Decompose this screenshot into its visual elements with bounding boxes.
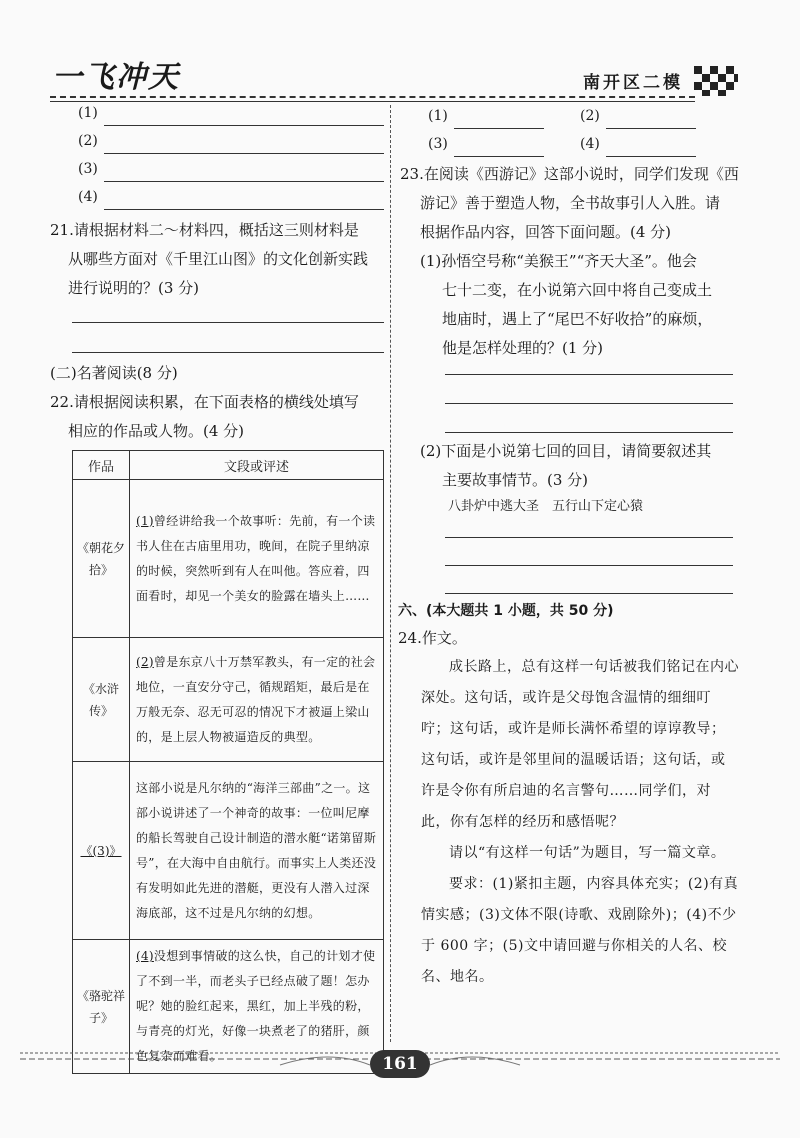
section-heading-6: 六、(本大题共 1 小题，共 50 分) — [398, 603, 614, 619]
table-row — [73, 638, 384, 762]
table-row — [73, 762, 384, 940]
question-23: 23.在阅读《西游记》这部小说时，同学们发现《西 游记》善于塑造人物，全书故事引人入胜。请 根据作品内容，回答下面问题。(4 分) (1)孙悟空号称“美猴王”“齐天大圣”。他会 七十二变，在小说第六回中将自己变成土 地庙时，遇上了“尾巴不好收拾”的麻烦， 他是怎样处理的？(1 分) — [400, 165, 739, 357]
answer-line[interactable] — [445, 403, 733, 404]
question-21: 21.请根据材料二～材料四，概括这三则材料是 从哪些方面对《千里江山图》的文化创新实践 进行说明的？(3 分) — [50, 221, 369, 297]
question-23-part-2: (2)下面是小说第七回的回目，请简要叙述其 主要故事情节。(3 分) — [420, 442, 712, 489]
header-rule — [50, 101, 695, 102]
answer-line[interactable] — [606, 128, 696, 129]
table-row — [73, 480, 384, 638]
works-table — [72, 450, 384, 1074]
answer-line[interactable] — [72, 322, 384, 323]
work-text: (4)没想到事情破的这么快，自己的计划才使了不到一半，而老头子已经点破了题！怎办呢？她的脸红起来，黑红，加上半残的粉，与青亮的灯光，好像一块煮老了的猪肝，颜色复杂而难看。 — [130, 940, 384, 1074]
answer-line[interactable] — [104, 181, 384, 182]
answer-line[interactable] — [104, 125, 384, 126]
blank-mark[interactable]: (1) — [136, 513, 154, 528]
blank-label: (4) — [580, 136, 600, 152]
work-text: (1)曾经讲给我一个故事听：先前，有一个读书人住在古庙里用功，晚间，在院子里纳凉的时候，突然听到有人在叫他。答应着，四面看时，却见一个美女的脸露在墙头上…… — [130, 480, 384, 638]
blank-mark[interactable]: (2) — [136, 654, 154, 669]
work-name-blank[interactable]: 《(3)》 — [73, 762, 130, 940]
blank-mark[interactable]: (4) — [136, 949, 154, 963]
answer-line[interactable] — [445, 537, 733, 538]
exam-region-title: 南开区二模 — [583, 73, 683, 93]
prompt-paragraph: 成长路上，总有这样一句话被我们铭记在内心深处。这句话，或许是父母饱含温情的细细叮咛；这句话，或许是师长满怀希望的谆谆教导；这句话，或许是邻里间的温暖话语；这句话，或许是令你有所启迪的名言警句……同学们，对此，你有怎样的经历和感悟呢？ — [421, 659, 739, 830]
blank-label: (2) — [580, 108, 600, 124]
answer-line[interactable] — [445, 565, 733, 566]
blank-label: (1) — [428, 108, 448, 124]
answer-line[interactable] — [72, 352, 384, 353]
question-24-prompt — [421, 652, 739, 993]
chapter-title: 八卦炉中逃大圣 五行山下定心猿 — [448, 499, 644, 514]
work-text: (2)曾是东京八十万禁军教头，有一定的社会地位，一直安分守己，循规蹈矩，最后是在万般无奈、忍无可忍的情况下才被逼上梁山的，是上层人物被逼造反的典型。 — [130, 638, 384, 762]
answer-line[interactable] — [104, 153, 384, 154]
column-divider — [390, 105, 391, 1042]
page-number: 161 — [370, 1050, 430, 1078]
checker-decoration — [694, 66, 738, 96]
work-name: 《朝花夕拾》 — [73, 480, 130, 638]
brand-logo: 一飞冲天 — [52, 60, 180, 95]
blank-label: (3) — [78, 161, 98, 177]
work-name: 《骆驼祥子》 — [73, 940, 130, 1074]
prompt-paragraph: 请以“有这样一句话”为题目，写一篇文章。 — [449, 845, 726, 861]
blank-label: (2) — [78, 133, 98, 149]
section-heading-2: (二)名著阅读(8 分) — [50, 364, 178, 382]
answer-line[interactable] — [445, 374, 733, 375]
answer-line[interactable] — [454, 128, 544, 129]
answer-line[interactable] — [454, 156, 544, 157]
answer-line[interactable] — [445, 432, 733, 433]
header-rule-dashed — [50, 96, 695, 98]
requirements-paragraph: 要求：(1)紧扣主题，内容具体充实；(2)有真情实感；(3)文体不限(诗歌、戏剧除外)；(4)不少于 600 字；(5)文中请回避与你相关的人名、校名、地名。 — [421, 876, 739, 985]
table-header-work: 作品 — [73, 451, 130, 480]
blank-label: (1) — [78, 105, 98, 121]
answer-line[interactable] — [104, 209, 384, 210]
table-header-text: 文段或评述 — [130, 451, 384, 480]
answer-line[interactable] — [445, 593, 733, 594]
work-text: 这部小说是凡尔纳的“海洋三部曲”之一。这部小说讲述了一个神奇的故事：一位叫尼摩的船长驾驶自己设计制造的潜水艇“诺第留斯号”，在大海中自由航行。而事实上人类还没有发明如此先进的潜艇，更没有人潜入过深海底部，这不过是凡尔纳的幻想。 — [130, 762, 384, 940]
blank-label: (3) — [428, 136, 448, 152]
blank-label: (4) — [78, 189, 98, 205]
answer-line[interactable] — [606, 156, 696, 157]
question-22: 22.请根据阅读积累，在下面表格的横线处填写 相应的作品或人物。(4 分) — [50, 393, 359, 440]
work-name: 《水浒传》 — [73, 638, 130, 762]
question-24-title: 24.作文。 — [398, 629, 467, 647]
